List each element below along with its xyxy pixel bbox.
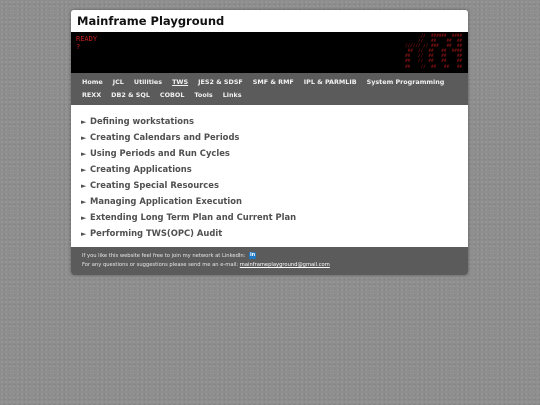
nav-item-links[interactable]: Links (222, 91, 242, 99)
site-title[interactable]: Mainframe Playground (77, 14, 225, 28)
nav-row-2 (77, 89, 462, 102)
triangle-right-icon: ► (81, 182, 87, 190)
nav-item-home[interactable]: Home (82, 78, 103, 86)
triangle-right-icon: ► (81, 150, 87, 158)
nav-item-system-programming[interactable]: System Programming (366, 78, 445, 86)
ascii-logo-line: // ###### #### (420, 34, 462, 39)
topic-link[interactable] (81, 161, 462, 177)
nav-item-tws[interactable]: TWS (172, 78, 189, 86)
topic-label[interactable]: Creating Applications (90, 164, 192, 174)
nav-item-tools[interactable]: Tools (194, 91, 213, 99)
footer-line-linkedin (82, 252, 457, 261)
zos-ascii-logo (384, 34, 462, 70)
footer-linkedin-text: If you like this website feel free to join my network at LinkedIn: (82, 253, 246, 259)
topic-link[interactable] (81, 129, 462, 145)
nav-item-jes2-sdsf[interactable]: JES2 & SDSF (198, 78, 243, 86)
triangle-right-icon: ► (81, 214, 87, 222)
site-header (71, 10, 468, 32)
topic-list (71, 105, 468, 247)
nav-item-ipl-parmlib[interactable]: IPL & PARMLIB (303, 78, 357, 86)
topic-link[interactable] (81, 225, 462, 241)
triangle-right-icon: ► (81, 118, 87, 126)
topic-label[interactable]: Creating Special Resources (90, 180, 219, 190)
topic-label[interactable]: Using Periods and Run Cycles (90, 148, 230, 158)
topic-label[interactable]: Managing Application Execution (90, 196, 242, 206)
triangle-right-icon: ► (81, 198, 87, 206)
terminal-banner (71, 32, 468, 73)
page-container (71, 10, 468, 275)
ascii-logo-line: ## // ## ## ## (405, 59, 462, 65)
topic-label[interactable]: Performing TWS(OPC) Audit (90, 228, 223, 238)
nav-item-db2-sql[interactable]: DB2 & SQL (111, 91, 150, 99)
site-footer (71, 247, 468, 275)
ascii-logo-line: ## // ## ## ## (405, 54, 462, 60)
ascii-logo-line: // ## ## ## (418, 39, 462, 45)
nav-item-smf-rmf[interactable]: SMF & RMF (252, 78, 294, 86)
linkedin-icon[interactable]: in (249, 252, 256, 258)
topic-label[interactable]: Defining workstations (90, 116, 194, 126)
ascii-logo-line: ////// // ### ## ## (405, 44, 462, 50)
footer-email-text: For any questions or suggestions please send me an e-mail: (82, 262, 239, 268)
terminal-status: READY (76, 35, 98, 43)
ascii-logo-line: ## // ## ## ## (405, 64, 462, 70)
triangle-right-icon: ► (81, 230, 87, 238)
footer-line-email (82, 261, 457, 270)
terminal-prompt: ? (76, 43, 81, 51)
triangle-right-icon: ► (81, 166, 87, 174)
topic-link[interactable] (81, 145, 462, 161)
nav-item-rexx[interactable]: REXX (82, 91, 102, 99)
topic-link[interactable] (81, 113, 462, 129)
nav-item-jcl[interactable]: JCL (112, 78, 124, 86)
triangle-right-icon: ► (81, 134, 87, 142)
topic-label[interactable]: Extending Long Term Plan and Current Plan (90, 212, 297, 222)
nav-row-1 (77, 76, 462, 89)
topic-label[interactable]: Creating Calendars and Periods (90, 132, 240, 142)
email-link[interactable]: mainframeplayground@gmail.com (239, 262, 330, 268)
topic-link[interactable] (81, 193, 462, 209)
nav-item-utilities[interactable]: Utilities (133, 78, 163, 86)
main-nav (71, 73, 468, 105)
nav-item-cobol[interactable]: COBOL (159, 91, 185, 99)
ascii-logo-line: ## // ## ## #### (407, 49, 462, 55)
topic-link[interactable] (81, 177, 462, 193)
topic-link[interactable] (81, 209, 462, 225)
